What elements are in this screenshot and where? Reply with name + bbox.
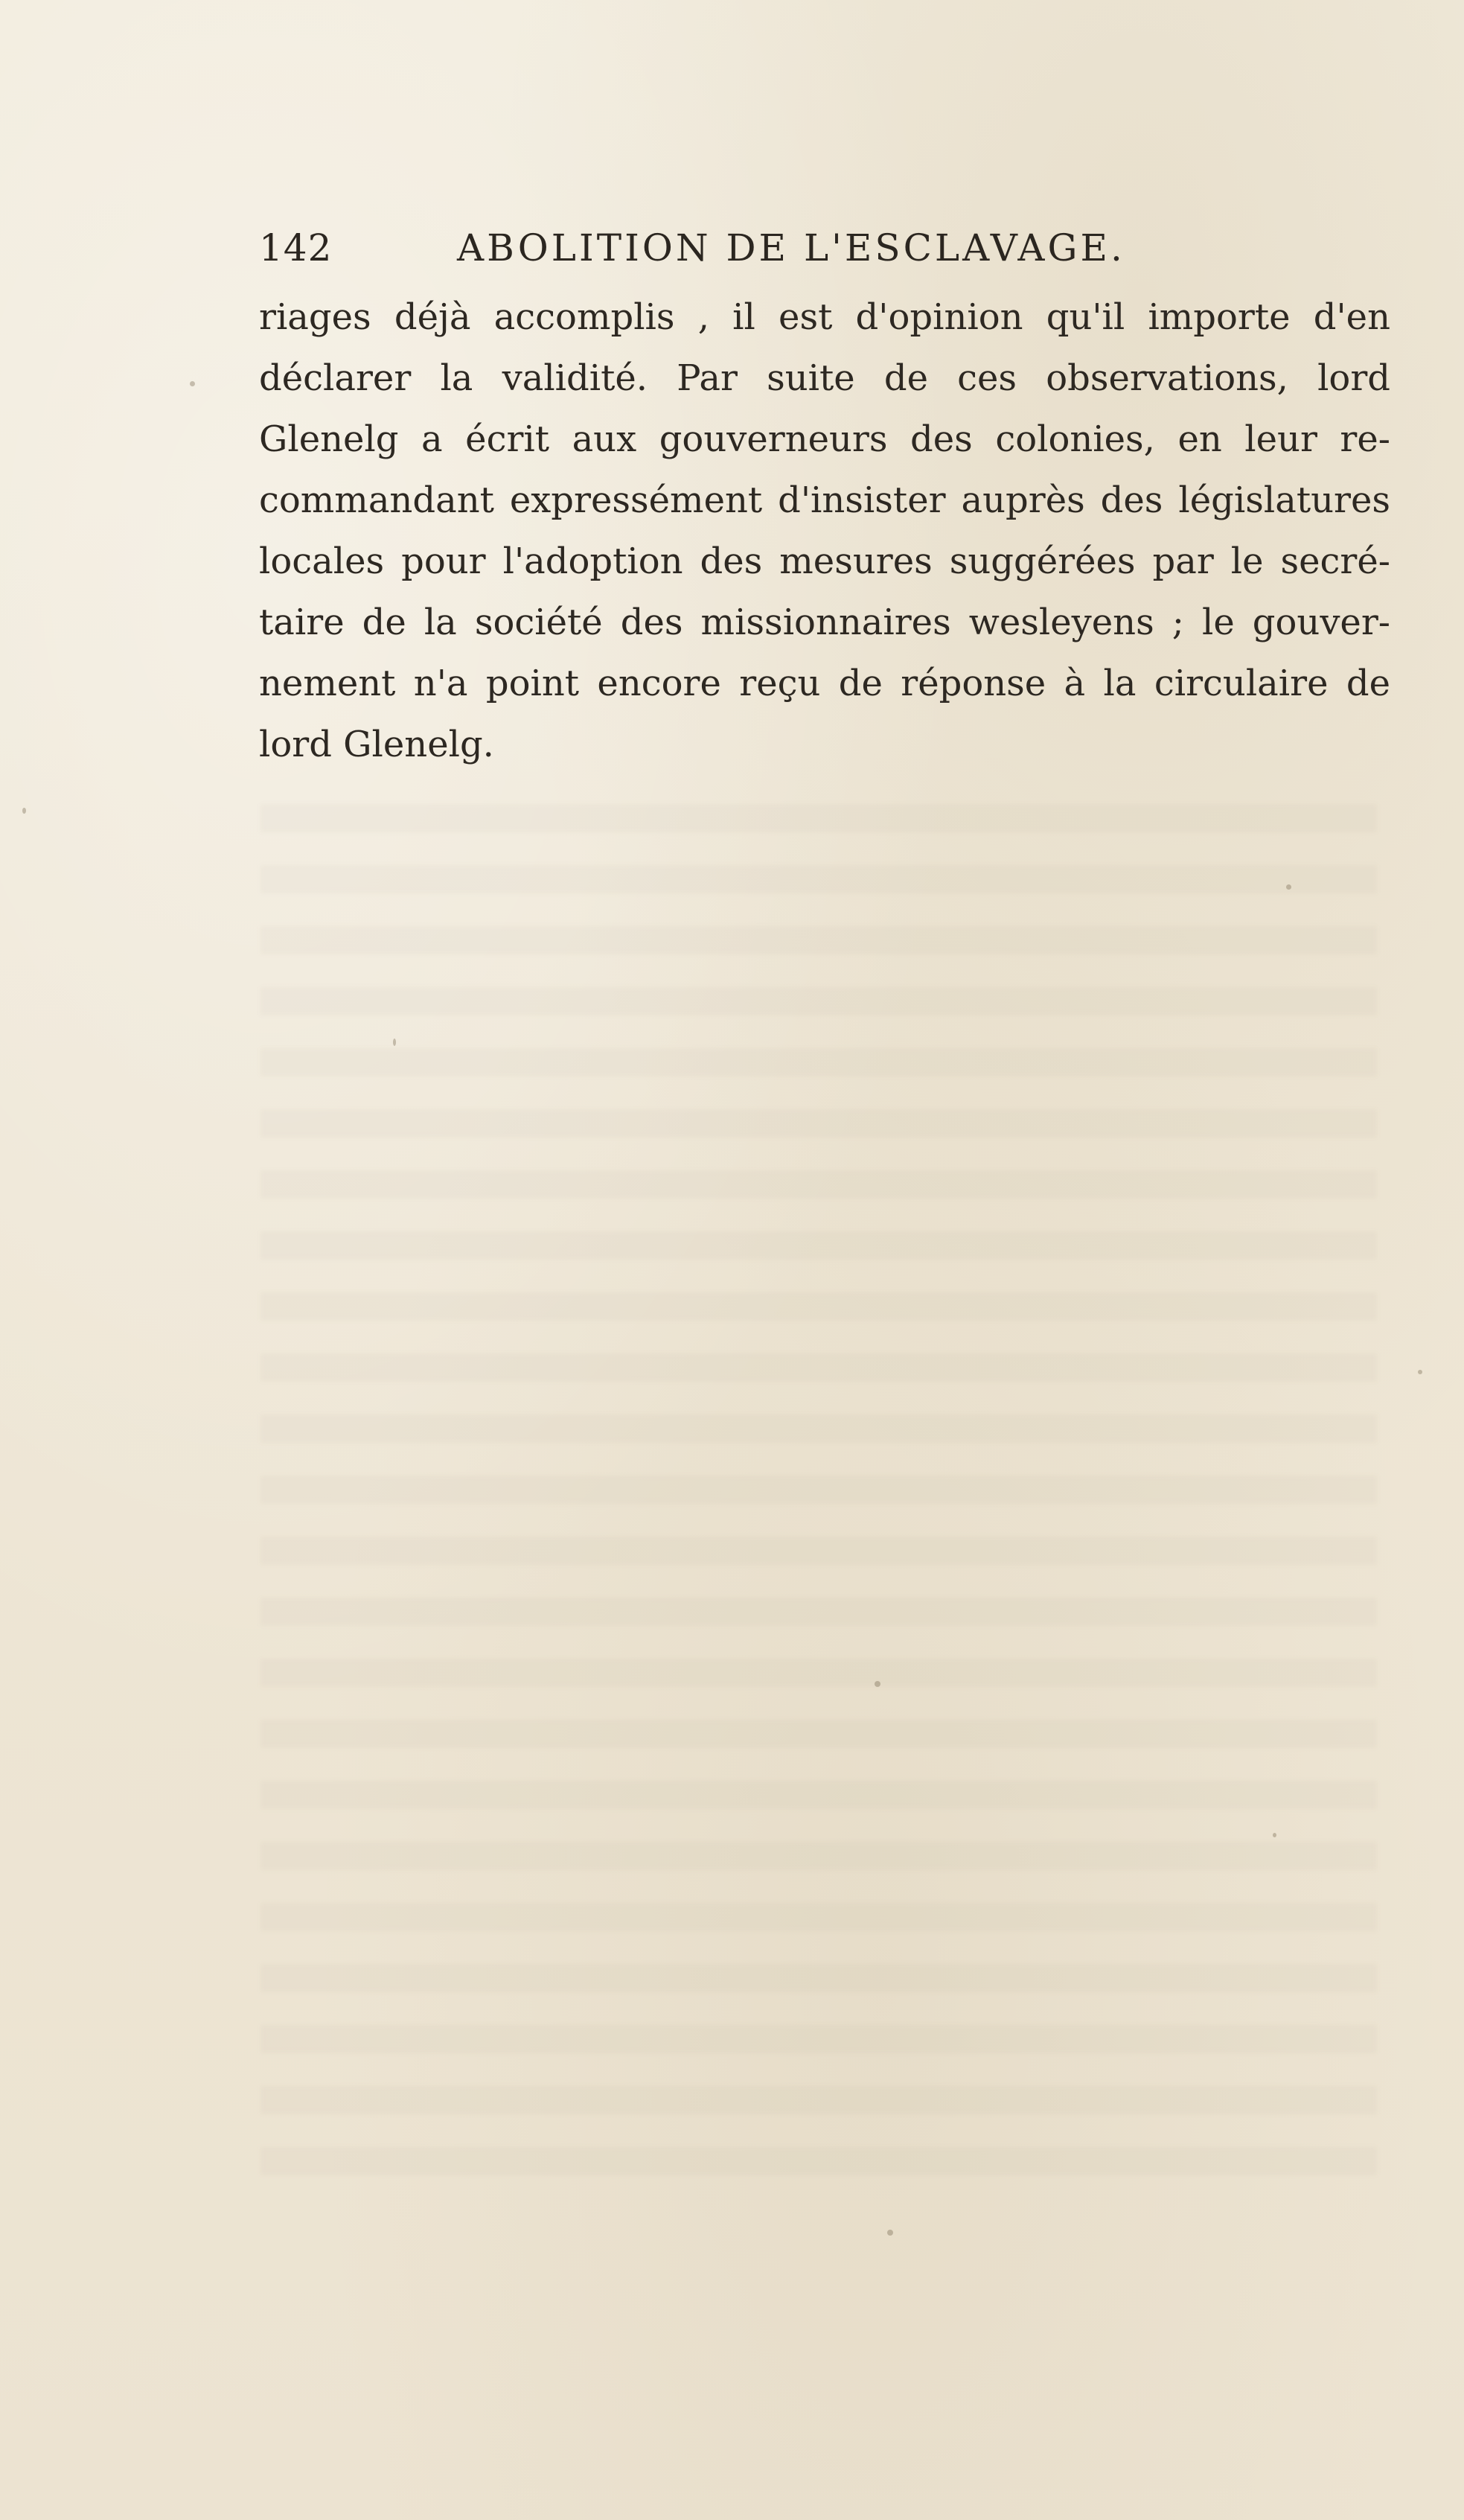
running-title: ABOLITION DE L'ESCLAVAGE. <box>457 226 1125 269</box>
paper-speck <box>1286 884 1291 890</box>
paper-speck <box>1273 1833 1276 1837</box>
text-line: nement n'a point encore reçu de réponse à la circulaire de <box>259 663 1390 704</box>
paper-speck <box>393 1039 396 1046</box>
running-header <box>259 217 1212 277</box>
text-line: locales pour l'adoption des mesures suggérées par le secré- <box>259 540 1390 582</box>
paper-speck <box>1418 1370 1422 1374</box>
bleed-through-texture <box>260 804 1377 2181</box>
text-line: lord Glenelg. <box>259 724 494 765</box>
text-line: commandant expressément d'insister auprès des législatures <box>259 479 1390 521</box>
paper-speck <box>875 1681 880 1687</box>
text-line: riages déjà accomplis , il est d'opinion qu'il importe d'en <box>259 296 1390 338</box>
paper-speck <box>190 381 195 386</box>
text-line: Glenelg a écrit aux gouverneurs des colonies, en leur re- <box>259 418 1390 460</box>
paper-speck <box>887 2230 893 2236</box>
page-number: 142 <box>259 226 333 269</box>
text-line: déclarer la validité. Par suite de ces observations, lord <box>259 357 1390 399</box>
text-line: taire de la société des missionnaires wesleyens ; le gouver- <box>259 602 1390 643</box>
body-paragraph <box>259 287 1390 775</box>
paper-speck <box>22 808 26 814</box>
